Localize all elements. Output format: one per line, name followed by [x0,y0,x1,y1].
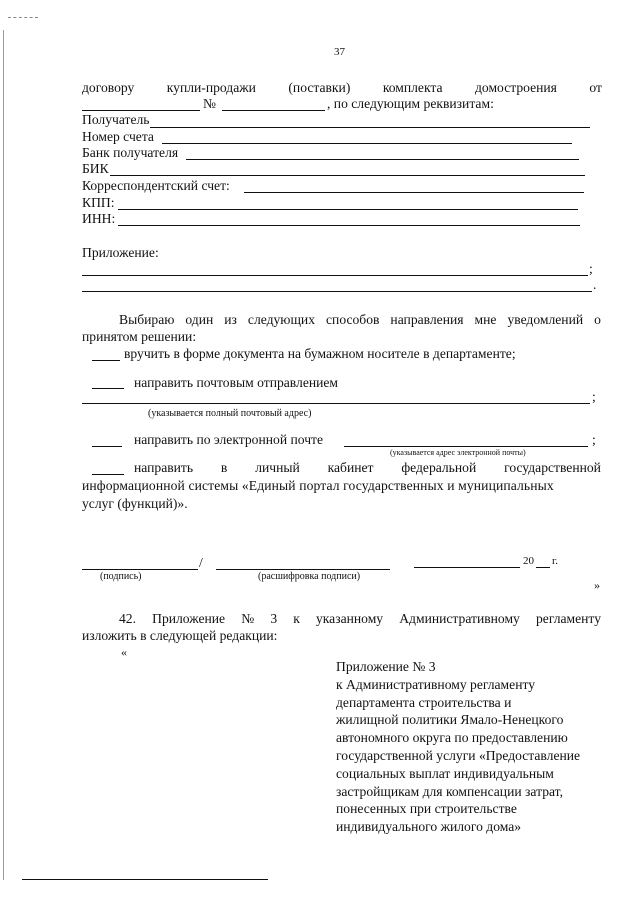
choice-paragraph-line-1 [119,312,601,328]
item42-word: к [293,611,300,626]
item42-line-1 [119,611,601,627]
page-number: 37 [334,46,345,58]
appendix-line: Приложение № 3 [336,659,436,674]
field-bik-label: БИК [82,161,109,176]
field-recipient-blank[interactable] [150,127,590,128]
field-bank-label: Банк получателя [82,145,179,160]
attachment-blank-2[interactable] [82,291,592,292]
choice-paragraph-line-2: принятом решении: [82,329,197,344]
field-kpp-blank[interactable] [118,209,578,210]
signature-blank[interactable] [82,569,198,570]
option-portal-line-1 [134,460,601,476]
appendix-line: государственной услуги «Предоставление [336,747,581,763]
attachment-end-2: . [593,277,597,292]
attachment-label: Приложение: [82,245,159,260]
attachment-end-1: ; [589,261,593,276]
email-hint: (указывается адрес электронной почты) [390,448,526,457]
intro-word: от [589,80,602,95]
date-blank[interactable] [82,110,200,111]
opening-quote: « [121,645,127,659]
option-portal-line-3: услуг (функций)». [82,496,188,511]
item42-word: 42. [119,611,136,626]
intro-word: купли-продажи [166,80,256,95]
appendix-line: застройщикам для компенсации затрат, [336,783,563,799]
option-email-mark[interactable] [92,446,122,447]
appendix-line: автономного округа по предоставлению [336,730,568,746]
intro-word: домостроения [475,80,557,95]
field-account-blank[interactable] [162,143,572,144]
email-blank[interactable] [344,446,588,447]
option-in-person-mark[interactable] [92,360,120,361]
field-recipient-label: Получатель [82,112,150,127]
appendix-heading-block [336,658,580,836]
postal-address-hint: (указывается полный почтовый адрес) [148,408,312,419]
choice-word: о [594,312,601,327]
field-bank-blank[interactable] [186,159,579,160]
signature-slash: / [199,555,203,570]
scan-left-edge [3,30,4,880]
sign-year-prefix: 20 [523,555,534,567]
footer-rule [22,879,268,880]
choice-word: из [224,312,237,327]
option-portal-word: кабинет [327,460,374,475]
signature-decode-blank[interactable] [216,569,390,570]
option-portal-word: федеральной [401,460,477,475]
option-mail-end: ; [592,389,596,404]
option-portal-mark[interactable] [92,474,124,475]
choice-word: уведомлений [507,312,584,327]
item42-word: Административному [399,611,520,626]
postal-address-blank[interactable] [82,403,590,404]
field-account-label: Номер счета [82,129,154,144]
sign-year-blank[interactable] [536,567,550,568]
option-portal-word: направить [134,460,194,475]
choice-word: следующих [247,312,316,327]
intro-tail: , по следующим реквизитам: [327,96,494,111]
item42-line-2: изложить в следующей редакции: [82,628,278,643]
signature-hint: (подпись) [100,571,142,582]
option-mail-text: направить почтовым отправлением [134,375,339,390]
appendix-line: к Административному регламенту [336,676,536,692]
intro-word: договору [82,80,135,95]
sign-date-blank[interactable] [414,567,520,568]
intro-word: (поставки) [288,80,351,95]
choice-word: способов [326,312,380,327]
choice-word: направления [390,312,464,327]
appendix-line: жилищной политики Ямало-Ненецкого [336,712,564,728]
item42-word: Приложение [152,611,226,626]
appendix-line: социальных выплат индивидуальным [336,765,554,781]
option-in-person-text: вручить в форме документа на бумажном носителе в департаменте; [124,346,516,361]
appendix-line: индивидуального жилого дома» [336,819,522,835]
item42-word: 3 [270,611,278,626]
appendix-line: понесенных при строительстве [336,801,517,817]
option-email-text: направить по электронной почте [134,432,324,447]
option-portal-word: личный [255,460,300,475]
option-portal-word: в [220,460,228,475]
closing-quote: » [594,578,600,592]
option-email-end: ; [592,432,596,447]
appendix-line: департамента строительства и [336,694,512,710]
field-kpp-label: КПП: [82,195,115,210]
option-mail-mark[interactable] [92,388,124,389]
sign-year-suffix: г. [552,555,559,567]
number-sign: № [203,96,216,111]
item42-word: указанному [315,611,384,626]
option-portal-line-2: информационной системы «Единый портал государственных и муниципальных [82,478,554,493]
scan-corner-mark [8,17,38,18]
item42-word: регламенту [535,611,601,626]
item42-word: № [241,611,255,626]
attachment-blank-1[interactable] [82,275,588,276]
signature-decode-hint: (расшифровка подписи) [258,571,361,582]
field-inn-label: ИНН: [82,211,116,226]
number-blank[interactable] [222,110,325,111]
field-corr-blank[interactable] [244,192,584,193]
intro-word: комплекта [382,80,443,95]
field-inn-blank[interactable] [118,225,580,226]
field-bik-blank[interactable] [110,175,585,176]
choice-word: Выбираю [119,312,175,327]
choice-word: мне [474,312,497,327]
choice-word: один [185,312,214,327]
option-portal-word: государственной [504,460,601,475]
field-corr-label: Корреспондентский счет: [82,178,230,193]
intro-line-1 [82,80,602,96]
